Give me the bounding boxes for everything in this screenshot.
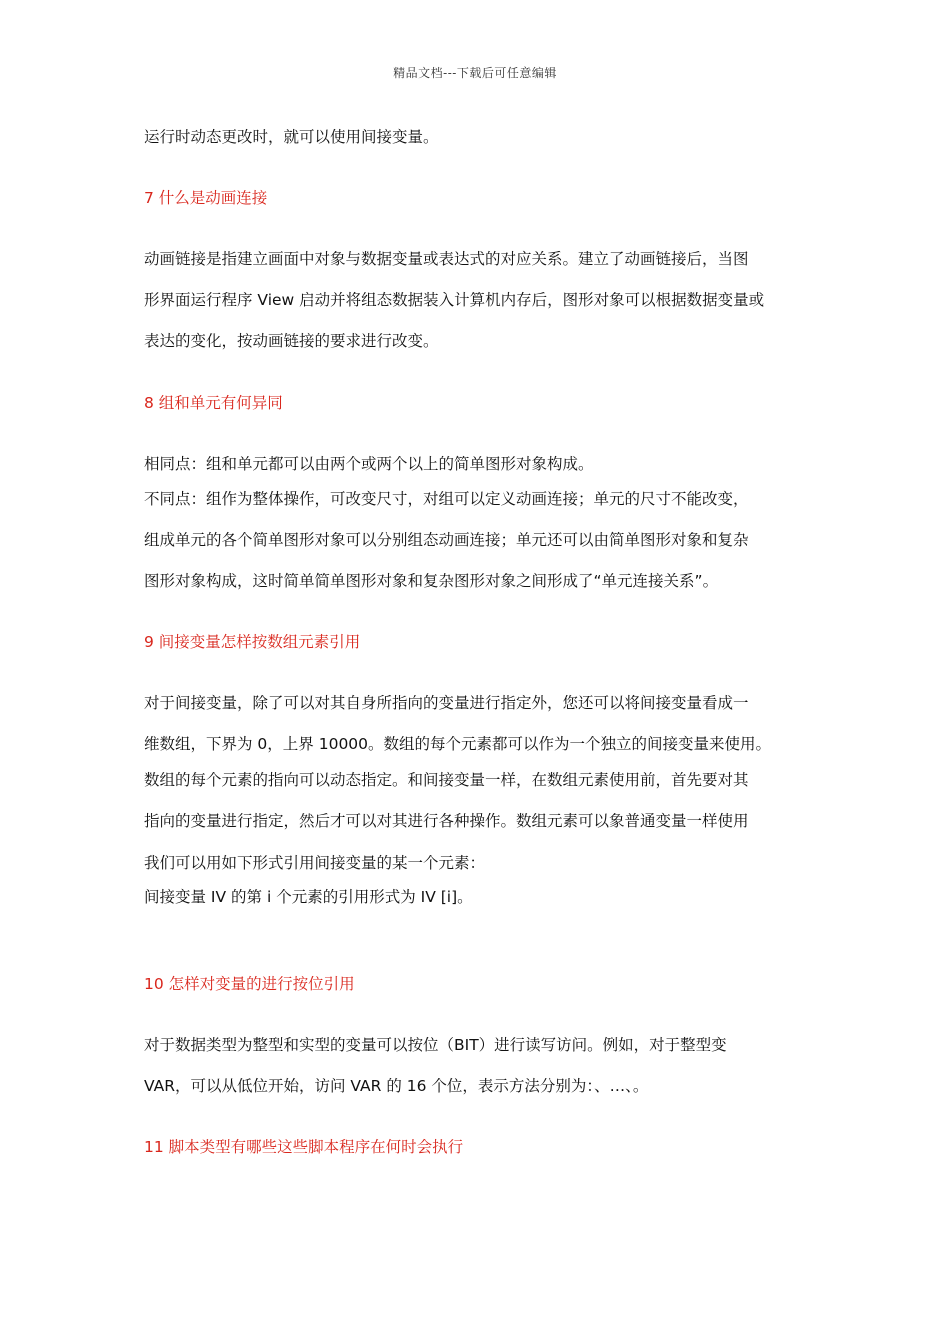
paragraph-line: 运行时动态更改时，就可以使用间接变量。 [144,128,439,146]
paragraph-line: 指向的变量进行指定，然后才可以对其进行各种操作。数组元素可以象普通变量一样使用 [144,812,749,830]
paragraph-line: 形界面运行程序 View 启动并将组态数据装入计算机内存后，图形对象可以根据数据变量或 [144,291,765,309]
section-heading-7: 7 什么是动画连接 [144,189,268,207]
section-heading-11: 11 脚本类型有哪些这些脚本程序在何时会执行 [144,1138,464,1156]
paragraph-line: 间接变量 IV 的第 i 个元素的引用形式为 IV [i]。 [144,888,473,906]
paragraph-line: 组成单元的各个简单图形对象可以分别组态动画连接；单元还可以由简单图形对象和复杂 [144,531,749,549]
paragraph-line: 动画链接是指建立画面中对象与数据变量或表达式的对应关系。建立了动画链接后，当图 [144,250,749,268]
section-heading-10: 10 怎样对变量的进行按位引用 [144,975,355,993]
paragraph-line: 相同点：组和单元都可以由两个或两个以上的简单图形对象构成。 [144,455,594,473]
page-header: 精品文档---下载后可任意编辑 [393,66,557,80]
paragraph-line: 图形对象构成，这时简单简单图形对象和复杂图形对象之间形成了“单元连接关系”。 [144,572,719,590]
paragraph-line: 对于间接变量，除了可以对其自身所指向的变量进行指定外，您还可以将间接变量看成一 [144,694,749,712]
section-heading-9: 9 间接变量怎样按数组元素引用 [144,633,361,651]
section-heading-8: 8 组和单元有何异同 [144,394,283,412]
paragraph-line: 我们可以用如下形式引用间接变量的某一个元素： [144,854,486,872]
paragraph-line: 表达的变化，按动画链接的要求进行改变。 [144,332,439,350]
paragraph-line: 数组的每个元素的指向可以动态指定。和间接变量一样，在数组元素使用前，首先要对其 [144,771,749,789]
paragraph-line: 不同点：组作为整体操作，可改变尺寸，对组可以定义动画连接；单元的尺寸不能改变， [144,490,749,508]
paragraph-line: VAR，可以从低位开始，访问 VAR 的 16 个位，表示方法分别为：、…、。 [144,1077,649,1095]
paragraph-line: 维数组，下界为 0，上界 10000。数组的每个元素都可以作为一个独立的间接变量来使用。 [144,735,772,753]
paragraph-line: 对于数据类型为整型和实型的变量可以按位（BIT）进行读写访问。例如，对于整型变 [144,1036,727,1054]
